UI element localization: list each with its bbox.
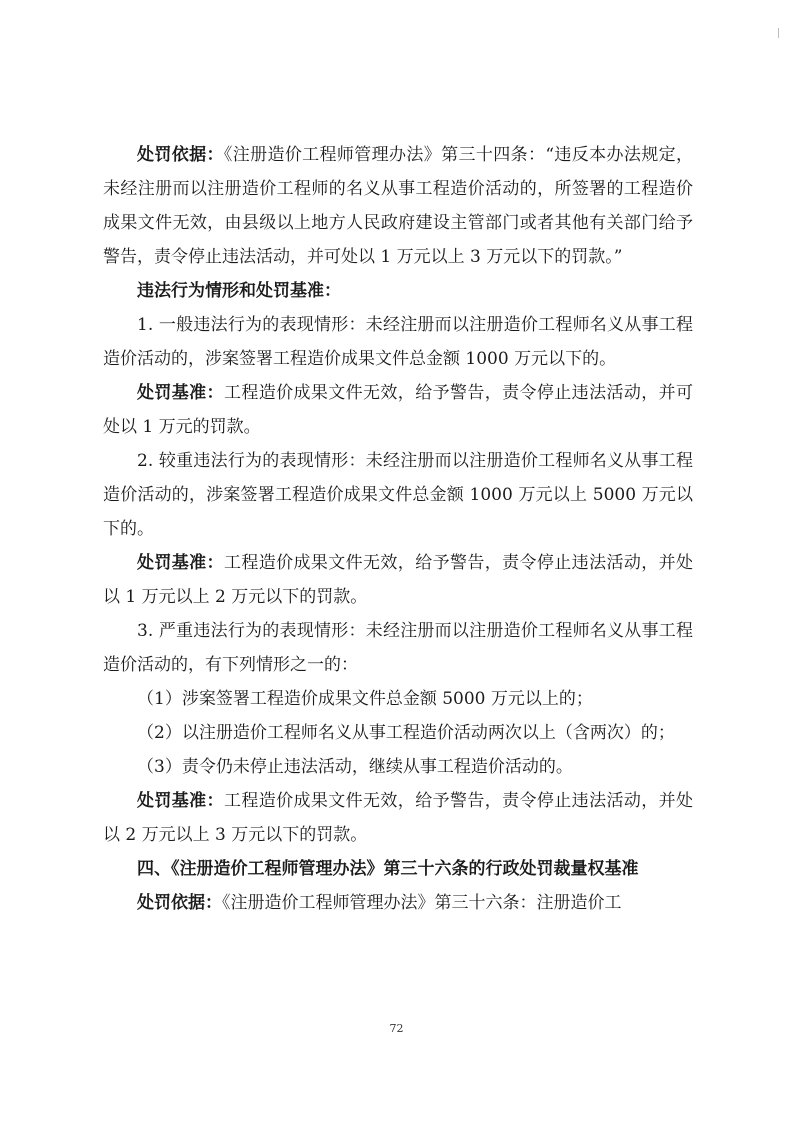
general-violation-paragraph (103, 308, 693, 376)
serious-violation-text: 2. 较重违法行为的表现情形：未经注册而以注册造价工程师名义从事工程造价活动的，涉案签署工程造价成果文件总金额 1000 万元以上 5000 万元以下的。 (103, 451, 693, 539)
serious-violation-paragraph (103, 444, 693, 546)
penalty-basis-paragraph (103, 138, 693, 274)
severe-item-3-text: （3）责令仍未停止违法活动，继续从事工程造价活动的。 (137, 757, 573, 777)
general-penalty-label: 处罚基准： (137, 383, 224, 403)
severe-penalty-label: 处罚基准： (137, 791, 224, 811)
penalty-basis-label: 处罚依据： (137, 145, 224, 165)
severe-penalty-paragraph (103, 784, 693, 852)
general-penalty-paragraph (103, 376, 693, 444)
document-body (103, 138, 693, 920)
severe-penalty-text: 工程造价成果文件无效，给予警告，责令停止违法活动，并处以 2 万元以上 3 万元以下的罚款。 (103, 791, 694, 845)
penalty-basis-text: 《注册造价工程师管理办法》第三十四条：“违反本办法规定，未经注册而以注册造价工程师的名义从事工程造价活动的，所签署的工程造价成果文件无效，由县级以上地方人民政府建设主管部门或者其他有关部门给予警告，责令停止违法活动，并可处以 1 万元以上 3 万元以下的罚款。” (103, 145, 693, 267)
page-number: 72 (389, 1022, 404, 1035)
severe-item-1 (103, 682, 693, 716)
section-four-heading: 四、《注册造价工程师管理办法》第三十六条的行政处罚裁量权基准 (137, 859, 639, 879)
serious-penalty-paragraph (103, 546, 693, 614)
scan-edge-mark (778, 28, 779, 38)
serious-penalty-text: 工程造价成果文件无效，给予警告，责令停止违法活动，并处以 1 万元以上 2 万元以下的罚款。 (103, 553, 694, 607)
section-four-basis-label: 处罚依据： (137, 893, 222, 913)
severe-item-2 (103, 716, 693, 750)
severe-item-2-text: （2）以注册造价工程师名义从事工程造价活动两次以上（含两次）的； (137, 723, 675, 743)
general-violation-text: 1. 一般违法行为的表现情形：未经注册而以注册造价工程师名义从事工程造价活动的，涉案签署工程造价成果文件总金额 1000 万元以下的。 (103, 315, 693, 369)
violation-standards-label: 违法行为情形和处罚基准： (137, 281, 341, 301)
severe-item-3 (103, 750, 693, 784)
violation-standards-heading (103, 274, 693, 308)
serious-penalty-label: 处罚基准： (137, 553, 224, 573)
general-penalty-text: 工程造价成果文件无效，给予警告，责令停止违法活动，并可处以 1 万元的罚款。 (103, 383, 694, 437)
severe-item-1-text: （1）涉案签署工程造价成果文件总金额 5000 万元以上的； (137, 689, 593, 709)
severe-violation-text: 3. 严重违法行为的表现情形：未经注册而以注册造价工程师名义从事工程造价活动的，有下列情形之一的： (103, 621, 693, 675)
section-four-basis-paragraph (103, 886, 693, 920)
section-four-basis-text: 《注册造价工程师管理办法》第三十六条：注册造价工 (222, 893, 622, 913)
severe-violation-paragraph (103, 614, 693, 682)
